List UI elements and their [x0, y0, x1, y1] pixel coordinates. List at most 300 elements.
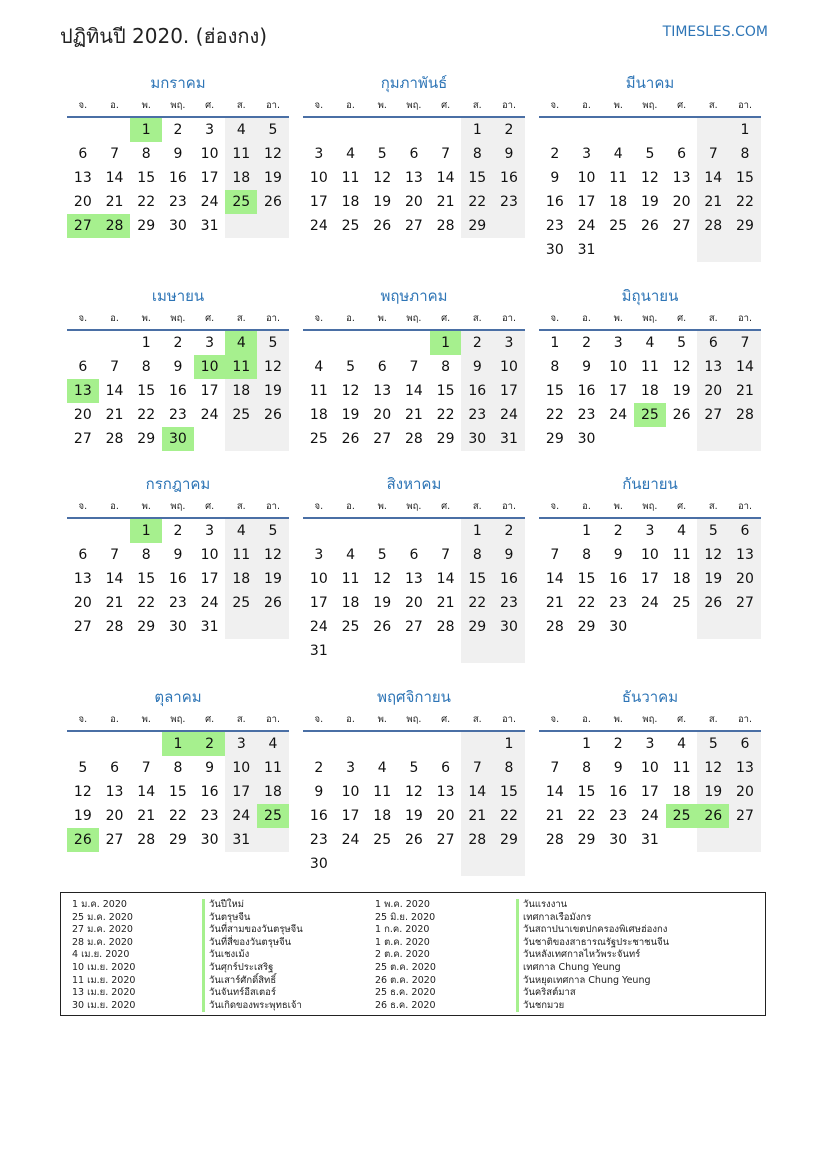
day-cell: 16 [609, 571, 628, 587]
empty-cell [67, 519, 99, 543]
empty-cell [430, 732, 462, 756]
empty-cell [366, 519, 398, 543]
day-cell: 25 [666, 804, 698, 828]
empty-cell [430, 639, 462, 663]
empty-cell [430, 118, 462, 142]
day-grid [539, 118, 761, 262]
weekday-header [303, 710, 525, 732]
day-cell: 6 [78, 146, 88, 162]
day-cell: 30 [162, 427, 194, 451]
day-cell: 3 [314, 146, 324, 162]
holiday-name: วันปีใหม่ [202, 899, 303, 912]
month-name: พฤศจิกายน [377, 688, 451, 706]
holiday-names-right [516, 899, 669, 1012]
day-cell: 10 [640, 760, 659, 776]
day-cell: 17 [200, 170, 219, 186]
day-cell: 19 [373, 194, 392, 210]
empty-cell [366, 732, 398, 756]
holiday-names-left [202, 899, 303, 1012]
day-cell: 29 [493, 828, 525, 852]
day-cell: 8 [582, 547, 591, 563]
day-cell: 13 [729, 756, 761, 780]
day-cell: 22 [577, 595, 596, 611]
day-cell: 17 [577, 194, 596, 210]
day-cell: 7 [550, 547, 560, 563]
holiday-name: วันแรงงาน [516, 899, 669, 912]
day-cell: 20 [73, 407, 92, 423]
weekday-label: พ. [141, 501, 151, 512]
day-cell: 23 [493, 591, 525, 615]
day-cell: 2 [582, 335, 591, 351]
day-cell: 10 [609, 359, 628, 375]
day-cell: 26 [404, 832, 423, 848]
day-cell: 11 [672, 760, 691, 776]
day-cell: 12 [640, 170, 659, 186]
day-cell: 9 [173, 359, 183, 375]
month-10 [67, 684, 289, 852]
empty-cell [493, 639, 525, 663]
day-cell: 22 [137, 407, 156, 423]
weekday-header [67, 96, 289, 118]
day-cell: 8 [141, 547, 151, 563]
day-cell: 24 [341, 832, 360, 848]
day-cell: 2 [314, 760, 324, 776]
day-cell: 21 [105, 194, 124, 210]
day-cell: 1 [430, 331, 462, 355]
page-title: ปฏิทินปี 2020. (ฮ่องกง) [60, 24, 268, 48]
weekday-label: ศ. [677, 501, 687, 512]
day-cell: 2 [194, 732, 226, 756]
day-cell: 15 [577, 784, 596, 800]
day-cell: 21 [461, 804, 493, 828]
weekday-label: อา. [501, 313, 516, 324]
day-cell: 23 [309, 832, 328, 848]
day-cell: 5 [78, 760, 88, 776]
day-cell: 24 [200, 407, 219, 423]
day-cell: 3 [645, 523, 655, 539]
weekday-label: ศ. [205, 501, 215, 512]
weekday-label: อ. [346, 501, 355, 512]
weekday-label: พฤ. [170, 714, 186, 725]
day-cell: 13 [697, 355, 729, 379]
empty-cell [225, 615, 257, 639]
empty-cell [366, 639, 398, 663]
day-cell: 6 [729, 519, 761, 543]
weekday-label: อา. [737, 313, 752, 324]
day-cell: 9 [173, 547, 183, 563]
day-cell: 7 [729, 331, 761, 355]
day-cell: 3 [582, 146, 591, 162]
day-cell: 17 [609, 383, 628, 399]
empty-cell [602, 118, 634, 142]
day-cell: 2 [613, 736, 623, 752]
empty-cell [335, 639, 367, 663]
day-cell: 14 [545, 571, 564, 587]
empty-cell [67, 331, 99, 355]
weekday-label: จ. [550, 313, 560, 324]
day-cell: 18 [225, 567, 257, 591]
day-cell: 26 [341, 431, 360, 447]
weekday-header [539, 497, 761, 519]
day-cell: 9 [550, 170, 560, 186]
day-cell: 20 [105, 808, 124, 824]
month-name: กรกฎาคม [145, 475, 211, 493]
day-cell: 6 [78, 547, 88, 563]
day-cell: 17 [493, 379, 525, 403]
weekday-label: ศ. [205, 714, 215, 725]
day-cell: 4 [225, 331, 257, 355]
empty-cell [257, 427, 289, 451]
weekday-label: จ. [314, 313, 324, 324]
day-cell: 12 [257, 543, 289, 567]
day-grid [67, 732, 289, 852]
weekday-label: ส. [472, 501, 482, 512]
weekday-label: ส. [708, 714, 718, 725]
day-cell: 2 [461, 331, 493, 355]
weekday-label: จ. [550, 714, 560, 725]
weekday-header [303, 96, 525, 118]
day-cell: 15 [461, 166, 493, 190]
empty-cell [366, 331, 398, 355]
day-cell: 15 [577, 571, 596, 587]
day-cell: 4 [677, 523, 687, 539]
day-cell: 26 [257, 591, 289, 615]
day-cell: 5 [377, 146, 387, 162]
day-cell: 29 [729, 214, 761, 238]
day-cell: 7 [441, 146, 451, 162]
day-grid [67, 519, 289, 639]
weekday-label: พฤ. [642, 313, 658, 324]
day-cell: 22 [461, 190, 493, 214]
empty-cell [67, 732, 99, 756]
day-cell: 27 [436, 832, 455, 848]
day-cell: 24 [493, 403, 525, 427]
day-cell: 1 [550, 335, 560, 351]
day-grid [303, 519, 525, 663]
day-cell: 28 [545, 832, 564, 848]
day-cell: 28 [99, 214, 131, 238]
day-cell: 11 [225, 543, 257, 567]
holiday-name: วันตรุษจีน [202, 912, 303, 925]
weekday-label: อ. [346, 714, 355, 725]
day-cell: 28 [729, 403, 761, 427]
day-cell: 5 [409, 760, 419, 776]
brand-link[interactable]: TIMESLES.COM [662, 24, 768, 40]
empty-cell [634, 615, 666, 639]
day-cell: 7 [110, 146, 119, 162]
empty-cell [398, 118, 430, 142]
weekday-label: พ. [613, 501, 623, 512]
weekday-label: อา. [501, 714, 516, 725]
month-12 [539, 684, 761, 852]
weekday-label: อา. [265, 501, 280, 512]
weekday-label: พฤ. [170, 501, 186, 512]
day-cell: 1 [130, 118, 162, 142]
holiday-dates-right [375, 899, 436, 1012]
day-cell: 9 [493, 142, 525, 166]
empty-cell [225, 214, 257, 238]
day-cell: 12 [373, 170, 392, 186]
day-cell: 28 [697, 214, 729, 238]
day-cell: 29 [461, 214, 493, 238]
empty-cell [130, 732, 162, 756]
weekday-header [303, 497, 525, 519]
day-cell: 3 [346, 760, 355, 776]
day-cell: 5 [697, 732, 729, 756]
day-cell: 3 [205, 523, 215, 539]
day-cell: 7 [110, 359, 119, 375]
day-cell: 30 [168, 619, 187, 635]
weekday-label: พฤ. [406, 714, 422, 725]
empty-cell [335, 331, 367, 355]
day-cell: 7 [110, 547, 119, 563]
weekday-label: อ. [110, 714, 119, 725]
month-name: เมษายน [151, 287, 205, 305]
day-cell: 10 [200, 547, 219, 563]
day-cell: 23 [577, 407, 596, 423]
day-cell: 28 [436, 619, 455, 635]
day-cell: 27 [105, 832, 124, 848]
day-cell: 6 [409, 146, 419, 162]
day-cell: 23 [545, 218, 564, 234]
day-cell: 2 [613, 523, 623, 539]
weekday-label: พฤ. [642, 100, 658, 111]
day-cell: 16 [168, 170, 187, 186]
empty-cell [539, 118, 571, 142]
day-cell: 18 [609, 194, 628, 210]
weekday-header [539, 309, 761, 331]
day-cell: 20 [373, 407, 392, 423]
month-4 [67, 283, 289, 451]
day-cell: 19 [257, 567, 289, 591]
day-cell: 22 [436, 407, 455, 423]
empty-cell [430, 852, 462, 876]
day-grid [303, 331, 525, 451]
day-cell: 5 [677, 335, 687, 351]
weekday-label: อ. [582, 313, 591, 324]
day-cell: 24 [640, 808, 659, 824]
holiday-name: วันหยุดเทศกาล Chung Yeung [516, 975, 669, 988]
day-cell: 28 [545, 619, 564, 635]
weekday-label: ส. [708, 100, 718, 111]
day-cell: 15 [168, 784, 187, 800]
day-cell: 27 [373, 431, 392, 447]
day-cell: 16 [577, 383, 596, 399]
day-cell: 1 [461, 519, 493, 543]
day-cell: 17 [309, 194, 328, 210]
day-cell: 6 [729, 732, 761, 756]
month-1 [67, 70, 289, 238]
day-cell: 2 [173, 523, 183, 539]
month-11 [303, 684, 525, 876]
day-cell: 25 [225, 403, 257, 427]
day-cell: 19 [697, 567, 729, 591]
day-grid [539, 519, 761, 639]
day-cell: 13 [436, 784, 455, 800]
weekday-label: จ. [550, 501, 560, 512]
day-cell: 26 [697, 804, 729, 828]
empty-cell [634, 238, 666, 262]
day-cell: 16 [493, 166, 525, 190]
empty-cell [257, 615, 289, 639]
day-cell: 16 [609, 784, 628, 800]
empty-cell [634, 118, 666, 142]
holiday-name: วันคริสต์มาส [516, 987, 669, 1000]
day-cell: 16 [309, 808, 328, 824]
empty-cell [335, 732, 367, 756]
day-cell: 25 [634, 403, 666, 427]
weekday-label: พ. [613, 714, 623, 725]
empty-cell [99, 732, 131, 756]
day-cell: 29 [168, 832, 187, 848]
month-3 [539, 70, 761, 262]
holiday-date: 25 ต.ค. 2020 [375, 961, 436, 973]
day-grid [67, 331, 289, 451]
weekday-label: ศ. [205, 313, 215, 324]
empty-cell [303, 519, 335, 543]
holiday-date: 2 ต.ค. 2020 [375, 949, 430, 961]
day-cell: 26 [697, 591, 729, 615]
day-cell: 4 [225, 118, 257, 142]
day-cell: 27 [729, 804, 761, 828]
holiday-date: 13 เม.ย. 2020 [72, 987, 136, 999]
day-cell: 10 [577, 170, 596, 186]
day-cell: 14 [404, 383, 423, 399]
day-cell: 13 [105, 784, 124, 800]
day-cell: 2 [550, 146, 560, 162]
day-cell: 30 [545, 242, 564, 258]
month-name: ธันวาคม [621, 688, 679, 706]
weekday-label: จ. [78, 501, 88, 512]
day-cell: 10 [309, 571, 328, 587]
day-cell: 10 [225, 756, 257, 780]
weekday-label: อา. [737, 501, 752, 512]
day-cell: 11 [225, 142, 257, 166]
month-name: ตุลาคม [154, 688, 202, 706]
day-cell: 19 [404, 808, 423, 824]
empty-cell [666, 828, 698, 852]
day-cell: 18 [341, 595, 360, 611]
weekday-label: อ. [582, 501, 591, 512]
day-cell: 17 [200, 571, 219, 587]
empty-cell [398, 732, 430, 756]
day-cell: 28 [105, 619, 124, 635]
weekday-label: พ. [613, 313, 623, 324]
day-cell: 18 [672, 784, 691, 800]
day-cell: 14 [105, 383, 124, 399]
empty-cell [67, 118, 99, 142]
day-cell: 21 [545, 808, 564, 824]
day-cell: 25 [373, 832, 392, 848]
weekday-label: ศ. [441, 714, 451, 725]
day-cell: 4 [645, 335, 655, 351]
empty-cell [697, 118, 729, 142]
day-cell: 29 [461, 615, 493, 639]
weekday-label: พ. [141, 313, 151, 324]
day-cell: 8 [461, 543, 493, 567]
weekday-label: อา. [265, 714, 280, 725]
day-cell: 24 [309, 218, 328, 234]
day-cell: 14 [461, 780, 493, 804]
weekday-label: อา. [737, 714, 752, 725]
day-cell: 5 [697, 519, 729, 543]
holiday-date: 1 ก.ค. 2020 [375, 924, 430, 936]
weekday-label: ส. [236, 501, 246, 512]
day-cell: 23 [168, 194, 187, 210]
day-cell: 16 [200, 784, 219, 800]
day-cell: 21 [436, 194, 455, 210]
day-cell: 12 [73, 784, 92, 800]
day-cell: 13 [404, 170, 423, 186]
day-cell: 7 [141, 760, 151, 776]
weekday-label: พฤ. [406, 100, 422, 111]
day-cell: 27 [404, 619, 423, 635]
day-cell: 28 [105, 431, 124, 447]
day-cell: 10 [493, 355, 525, 379]
weekday-label: อ. [110, 501, 119, 512]
month-2 [303, 70, 525, 238]
empty-cell [729, 238, 761, 262]
empty-cell [602, 427, 634, 451]
day-cell: 31 [200, 619, 219, 635]
day-grid [539, 331, 761, 451]
day-cell: 20 [729, 567, 761, 591]
day-cell: 15 [137, 571, 156, 587]
weekday-label: พฤ. [642, 714, 658, 725]
empty-cell [194, 427, 226, 451]
holiday-name: เทศกาล Chung Yeung [516, 962, 669, 975]
day-cell: 18 [640, 383, 659, 399]
day-cell: 14 [436, 170, 455, 186]
day-cell: 8 [173, 760, 183, 776]
holiday-list [60, 892, 766, 1016]
month-5 [303, 283, 525, 451]
holiday-date: 11 เม.ย. 2020 [72, 974, 136, 986]
day-cell: 18 [257, 780, 289, 804]
weekday-label: จ. [314, 714, 324, 725]
day-cell: 18 [373, 808, 392, 824]
day-cell: 12 [257, 142, 289, 166]
day-cell: 19 [341, 407, 360, 423]
day-cell: 23 [461, 403, 493, 427]
day-cell: 4 [346, 146, 355, 162]
day-cell: 23 [609, 808, 628, 824]
weekday-label: อ. [110, 100, 119, 111]
day-cell: 18 [225, 379, 257, 403]
day-cell: 15 [137, 383, 156, 399]
holiday-date: 25 ม.ค. 2020 [72, 911, 133, 923]
day-cell: 29 [137, 431, 156, 447]
day-cell: 26 [373, 619, 392, 635]
day-cell: 18 [225, 166, 257, 190]
holiday-name: วันชกมวย [516, 1000, 669, 1013]
weekday-label: พ. [141, 100, 151, 111]
empty-cell [398, 519, 430, 543]
empty-cell [99, 118, 131, 142]
day-cell: 9 [461, 355, 493, 379]
holiday-date: 28 ม.ค. 2020 [72, 936, 133, 948]
day-cell: 28 [137, 832, 156, 848]
empty-cell [398, 639, 430, 663]
day-cell: 6 [697, 331, 729, 355]
holiday-name: วันสถาปนาเขตปกครองพิเศษฮ่องกง [516, 924, 669, 937]
empty-cell [729, 615, 761, 639]
day-cell: 29 [577, 832, 596, 848]
weekday-label: ศ. [677, 714, 687, 725]
day-cell: 8 [550, 359, 560, 375]
day-cell: 22 [493, 804, 525, 828]
day-cell: 5 [257, 118, 289, 142]
